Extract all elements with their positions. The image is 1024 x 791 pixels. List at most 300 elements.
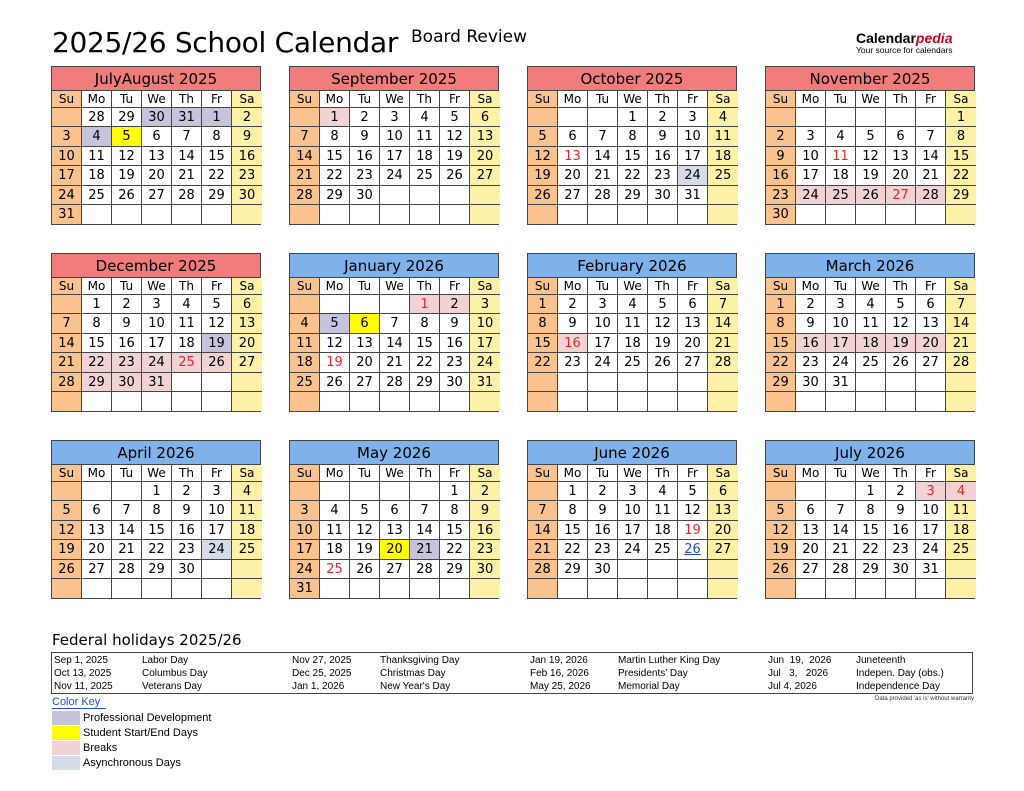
month-title: January 2026 <box>290 254 498 278</box>
holiday-date: Feb 16, 2026 <box>530 668 589 679</box>
day-cell: 10 <box>52 147 82 166</box>
empty-day-cell <box>946 373 976 392</box>
month-title: December 2025 <box>52 254 260 278</box>
weekday-header: Sa <box>946 465 976 482</box>
day-cell: 30 <box>350 186 380 205</box>
day-cell: 14 <box>916 147 946 166</box>
day-cell: 25 <box>290 373 320 392</box>
day-cell: 15 <box>410 334 440 353</box>
empty-day-cell <box>232 373 262 392</box>
day-cell: 10 <box>290 521 320 540</box>
day-cell: 19 <box>320 353 350 372</box>
day-cell: 8 <box>528 314 558 333</box>
weekday-header: Tu <box>588 278 618 295</box>
holiday-row <box>768 654 944 667</box>
empty-day-cell <box>618 579 648 598</box>
day-cell: 22 <box>528 353 558 372</box>
day-cell: 11 <box>648 501 678 520</box>
color-key-item <box>52 741 252 755</box>
weekday-header: Fr <box>202 278 232 295</box>
calendarpedia-logo[interactable] <box>856 31 976 55</box>
day-cell: 23 <box>470 540 500 559</box>
day-cell: 18 <box>290 353 320 372</box>
weekday-header: Fr <box>678 278 708 295</box>
logo-name <box>856 31 976 46</box>
day-cell: 20 <box>350 353 380 372</box>
weekday-header: Mo <box>558 465 588 482</box>
day-cell: 11 <box>232 501 262 520</box>
day-cell: 7 <box>528 501 558 520</box>
empty-day-cell <box>350 579 380 598</box>
empty-day-cell <box>856 205 886 224</box>
weekday-header: Mo <box>558 278 588 295</box>
empty-day-cell <box>470 186 500 205</box>
empty-day-cell <box>202 392 232 411</box>
month-day-grid <box>528 278 736 411</box>
holiday-column <box>530 654 720 693</box>
empty-day-cell <box>648 560 678 579</box>
day-cell: 5 <box>856 127 886 146</box>
month-title: June 2026 <box>528 441 736 465</box>
empty-day-cell <box>290 205 320 224</box>
day-cell: 27 <box>678 353 708 372</box>
month-title: July 2026 <box>766 441 974 465</box>
day-cell: 28 <box>112 560 142 579</box>
day-cell: 4 <box>708 108 738 127</box>
day-cell: 9 <box>172 501 202 520</box>
empty-day-cell <box>320 205 350 224</box>
empty-day-cell <box>678 560 708 579</box>
day-cell: 21 <box>410 540 440 559</box>
day-cell: 30 <box>232 186 262 205</box>
empty-day-cell <box>528 108 558 127</box>
day-cell: 6 <box>350 314 380 333</box>
day-cell: 11 <box>290 334 320 353</box>
day-cell: 13 <box>886 147 916 166</box>
weekday-header: Fr <box>440 278 470 295</box>
holiday-row <box>54 654 208 667</box>
day-cell: 17 <box>826 334 856 353</box>
weekday-header: Mo <box>796 91 826 108</box>
month-day-grid <box>766 465 974 598</box>
day-cell: 8 <box>766 314 796 333</box>
color-swatch <box>52 756 80 770</box>
empty-day-cell <box>916 392 946 411</box>
day-cell: 30 <box>440 373 470 392</box>
day-cell: 13 <box>142 147 172 166</box>
day-cell: 19 <box>856 166 886 185</box>
day-cell: 30 <box>112 373 142 392</box>
day-cell: 4 <box>946 482 976 501</box>
empty-day-cell <box>82 205 112 224</box>
day-cell: 25 <box>232 540 262 559</box>
empty-day-cell <box>380 482 410 501</box>
day-cell: 27 <box>82 560 112 579</box>
day-cell: 17 <box>142 334 172 353</box>
day-cell: 4 <box>290 314 320 333</box>
empty-day-cell <box>232 205 262 224</box>
weekday-header: Th <box>172 91 202 108</box>
empty-day-cell <box>796 108 826 127</box>
day-cell: 12 <box>202 314 232 333</box>
day-cell: 7 <box>172 127 202 146</box>
day-cell: 2 <box>350 108 380 127</box>
empty-day-cell <box>946 392 976 411</box>
day-cell: 31 <box>142 373 172 392</box>
day-cell: 27 <box>886 186 916 205</box>
color-key-title[interactable]: Color Key <box>52 696 106 709</box>
day-cell: 20 <box>470 147 500 166</box>
empty-day-cell <box>708 392 738 411</box>
empty-day-cell <box>856 579 886 598</box>
day-cell: 4 <box>172 295 202 314</box>
day-cell: 23 <box>232 166 262 185</box>
day-cell: 7 <box>916 127 946 146</box>
day-cell: 2 <box>440 295 470 314</box>
empty-day-cell <box>618 392 648 411</box>
weekday-header: Su <box>52 278 82 295</box>
day-cell: 8 <box>558 501 588 520</box>
day-cell: 15 <box>618 147 648 166</box>
day-cell: 20 <box>232 334 262 353</box>
day-cell: 3 <box>826 295 856 314</box>
day-cell: 8 <box>856 501 886 520</box>
empty-day-cell <box>172 373 202 392</box>
empty-day-cell <box>826 579 856 598</box>
day-cell: 9 <box>112 314 142 333</box>
weekday-header: Fr <box>202 91 232 108</box>
day-cell: 26 <box>886 353 916 372</box>
day-cell: 30 <box>470 560 500 579</box>
day-cell: 21 <box>588 166 618 185</box>
day-cell: 29 <box>142 560 172 579</box>
day-cell: 8 <box>946 127 976 146</box>
federal-holidays-title: Federal holidays 2025/26 <box>52 631 242 649</box>
weekday-header: We <box>380 91 410 108</box>
day-cell: 7 <box>588 127 618 146</box>
empty-day-cell <box>886 205 916 224</box>
day-cell: 8 <box>82 314 112 333</box>
day-cell: 14 <box>172 147 202 166</box>
day-cell: 10 <box>826 314 856 333</box>
day-cell: 25 <box>826 186 856 205</box>
month-day-grid <box>52 278 260 411</box>
weekday-header: We <box>142 465 172 482</box>
day-cell: 13 <box>678 314 708 333</box>
day-cell: 5 <box>440 108 470 127</box>
day-cell: 11 <box>856 314 886 333</box>
month-title: April 2026 <box>52 441 260 465</box>
weekday-header: Tu <box>350 91 380 108</box>
day-cell: 30 <box>796 373 826 392</box>
holiday-name: Martin Luther King Day <box>618 655 721 666</box>
day-cell: 21 <box>290 166 320 185</box>
color-swatch <box>52 711 80 725</box>
weekday-header: Tu <box>588 91 618 108</box>
weekday-header: Tu <box>350 278 380 295</box>
day-cell: 17 <box>796 166 826 185</box>
color-key-label: Breaks <box>83 742 118 754</box>
day-cell: 29 <box>440 560 470 579</box>
empty-day-cell <box>232 579 262 598</box>
weekday-header: Su <box>528 278 558 295</box>
empty-day-cell <box>440 392 470 411</box>
day-cell: 20 <box>380 540 410 559</box>
weekday-header: Sa <box>232 91 262 108</box>
month-title: October 2025 <box>528 67 736 91</box>
day-cell: 24 <box>796 186 826 205</box>
holiday-row <box>54 680 208 693</box>
day-cell: 29 <box>410 373 440 392</box>
day-cell: 27 <box>916 353 946 372</box>
holiday-name: Columbus Day <box>142 668 208 679</box>
day-cell: 5 <box>678 482 708 501</box>
weekday-header: Su <box>528 465 558 482</box>
day-cell: 6 <box>470 108 500 127</box>
day-cell: 14 <box>112 521 142 540</box>
day-cell: 22 <box>142 540 172 559</box>
color-swatch <box>52 726 80 740</box>
empty-day-cell <box>112 205 142 224</box>
day-cell: 19 <box>350 540 380 559</box>
day-cell: 7 <box>946 295 976 314</box>
day-cell: 5 <box>52 501 82 520</box>
day-cell: 7 <box>410 501 440 520</box>
month-calendar <box>765 253 975 412</box>
day-cell: 29 <box>320 186 350 205</box>
weekday-header: Su <box>766 278 796 295</box>
empty-day-cell <box>856 373 886 392</box>
day-cell: 19 <box>52 540 82 559</box>
empty-day-cell <box>202 579 232 598</box>
empty-day-cell <box>618 205 648 224</box>
empty-day-cell <box>588 373 618 392</box>
day-cell: 5 <box>350 501 380 520</box>
holiday-column <box>768 654 944 693</box>
holiday-date: Dec 25, 2025 <box>292 668 352 679</box>
empty-day-cell <box>52 392 82 411</box>
weekday-header: We <box>142 91 172 108</box>
day-cell: 25 <box>172 353 202 372</box>
day-cell: 5 <box>886 295 916 314</box>
day-cell: 12 <box>52 521 82 540</box>
day-cell: 26 <box>856 186 886 205</box>
day-cell: 13 <box>350 334 380 353</box>
day-cell: 16 <box>886 521 916 540</box>
day-cell: 29 <box>946 186 976 205</box>
holiday-date: Jan 1, 2026 <box>292 681 345 692</box>
day-cell: 31 <box>470 373 500 392</box>
day-cell: 2 <box>232 108 262 127</box>
day-cell: 23 <box>766 186 796 205</box>
day-cell: 27 <box>232 353 262 372</box>
day-cell: 29 <box>856 560 886 579</box>
weekday-header: We <box>856 465 886 482</box>
day-cell: 26 <box>440 166 470 185</box>
empty-day-cell <box>410 579 440 598</box>
weekday-header: Tu <box>588 465 618 482</box>
day-cell: 22 <box>202 166 232 185</box>
day-cell: 10 <box>588 314 618 333</box>
day-cell: 27 <box>142 186 172 205</box>
day-cell: 21 <box>172 166 202 185</box>
month-day-grid <box>52 465 260 598</box>
day-cell: 4 <box>856 295 886 314</box>
holiday-column <box>292 654 459 693</box>
day-cell: 12 <box>886 314 916 333</box>
day-cell: 4 <box>232 482 262 501</box>
weekday-header: Mo <box>320 465 350 482</box>
weekday-header: Fr <box>440 91 470 108</box>
day-cell: 7 <box>112 501 142 520</box>
empty-day-cell <box>232 392 262 411</box>
day-cell: 19 <box>202 334 232 353</box>
month-title: September 2025 <box>290 67 498 91</box>
empty-day-cell <box>678 392 708 411</box>
day-cell: 26 <box>678 540 708 559</box>
day-cell: 28 <box>172 186 202 205</box>
day-cell: 11 <box>320 521 350 540</box>
empty-day-cell <box>796 392 826 411</box>
empty-day-cell <box>528 579 558 598</box>
day-cell: 11 <box>82 147 112 166</box>
month-calendar <box>51 66 261 225</box>
day-cell: 20 <box>678 334 708 353</box>
day-cell: 26 <box>202 353 232 372</box>
day-cell: 6 <box>232 295 262 314</box>
day-cell: 1 <box>320 108 350 127</box>
holiday-row <box>768 680 944 693</box>
holiday-name: Independence Day <box>856 681 940 692</box>
day-cell: 18 <box>826 166 856 185</box>
empty-day-cell <box>380 295 410 314</box>
color-key-item <box>52 756 252 770</box>
weekday-header: Tu <box>350 465 380 482</box>
empty-day-cell <box>558 579 588 598</box>
day-cell: 16 <box>172 521 202 540</box>
empty-day-cell <box>796 205 826 224</box>
weekday-header: Mo <box>82 278 112 295</box>
weekday-header: Fr <box>678 91 708 108</box>
day-cell: 26 <box>350 560 380 579</box>
disclaimer: Data provided 'as is' without warranty <box>874 696 974 702</box>
holiday-row <box>292 680 459 693</box>
day-cell: 21 <box>52 353 82 372</box>
empty-day-cell <box>52 108 82 127</box>
day-cell: 12 <box>856 147 886 166</box>
empty-day-cell <box>886 579 916 598</box>
empty-day-cell <box>142 579 172 598</box>
day-cell: 22 <box>946 166 976 185</box>
day-cell: 23 <box>112 353 142 372</box>
day-cell: 27 <box>796 560 826 579</box>
empty-day-cell <box>708 186 738 205</box>
day-cell: 31 <box>826 373 856 392</box>
day-cell: 18 <box>856 334 886 353</box>
month-day-grid <box>766 91 974 224</box>
day-cell: 14 <box>52 334 82 353</box>
empty-day-cell <box>648 392 678 411</box>
day-cell: 17 <box>588 334 618 353</box>
empty-day-cell <box>708 205 738 224</box>
empty-day-cell <box>440 186 470 205</box>
weekday-header: We <box>380 465 410 482</box>
month-day-grid <box>52 91 260 224</box>
empty-day-cell <box>678 205 708 224</box>
day-cell: 14 <box>826 521 856 540</box>
day-cell: 6 <box>380 501 410 520</box>
day-cell: 15 <box>320 147 350 166</box>
empty-day-cell <box>558 108 588 127</box>
day-cell: 1 <box>142 482 172 501</box>
empty-day-cell <box>708 373 738 392</box>
day-cell: 15 <box>766 334 796 353</box>
day-cell: 24 <box>52 186 82 205</box>
empty-day-cell <box>648 205 678 224</box>
weekday-header: Th <box>886 465 916 482</box>
day-cell: 12 <box>440 127 470 146</box>
empty-day-cell <box>410 205 440 224</box>
day-cell: 6 <box>678 295 708 314</box>
empty-day-cell <box>290 392 320 411</box>
day-cell: 4 <box>320 501 350 520</box>
empty-day-cell <box>380 186 410 205</box>
day-cell: 7 <box>708 295 738 314</box>
empty-day-cell <box>946 205 976 224</box>
holiday-column <box>54 654 208 693</box>
weekday-header: Tu <box>826 91 856 108</box>
day-cell: 2 <box>648 108 678 127</box>
day-cell: 9 <box>796 314 826 333</box>
weekday-header: Fr <box>202 465 232 482</box>
empty-day-cell <box>796 482 826 501</box>
day-cell: 29 <box>82 373 112 392</box>
empty-day-cell <box>202 373 232 392</box>
day-cell: 27 <box>380 560 410 579</box>
day-cell: 3 <box>470 295 500 314</box>
day-cell: 11 <box>826 147 856 166</box>
day-cell: 8 <box>142 501 172 520</box>
day-cell: 23 <box>440 353 470 372</box>
holiday-date: Jan 19, 2026 <box>530 655 588 666</box>
holiday-date: Jul 4, 2026 <box>768 681 817 692</box>
weekday-header: Tu <box>826 465 856 482</box>
page-title: 2025/26 School Calendar <box>52 26 399 59</box>
empty-day-cell <box>588 205 618 224</box>
empty-day-cell <box>232 560 262 579</box>
day-cell: 3 <box>52 127 82 146</box>
day-cell: 17 <box>916 521 946 540</box>
day-cell: 9 <box>470 501 500 520</box>
empty-day-cell <box>410 186 440 205</box>
day-cell: 29 <box>202 186 232 205</box>
empty-day-cell <box>766 579 796 598</box>
day-cell: 2 <box>588 482 618 501</box>
day-cell: 15 <box>946 147 976 166</box>
day-cell: 11 <box>172 314 202 333</box>
empty-day-cell <box>82 392 112 411</box>
empty-day-cell <box>648 373 678 392</box>
weekday-header: Tu <box>112 91 142 108</box>
day-cell: 1 <box>202 108 232 127</box>
empty-day-cell <box>916 108 946 127</box>
day-cell: 10 <box>142 314 172 333</box>
holiday-name: New Year's Day <box>380 681 451 692</box>
empty-day-cell <box>886 373 916 392</box>
empty-day-cell <box>350 295 380 314</box>
day-cell: 8 <box>440 501 470 520</box>
month-title: March 2026 <box>766 254 974 278</box>
